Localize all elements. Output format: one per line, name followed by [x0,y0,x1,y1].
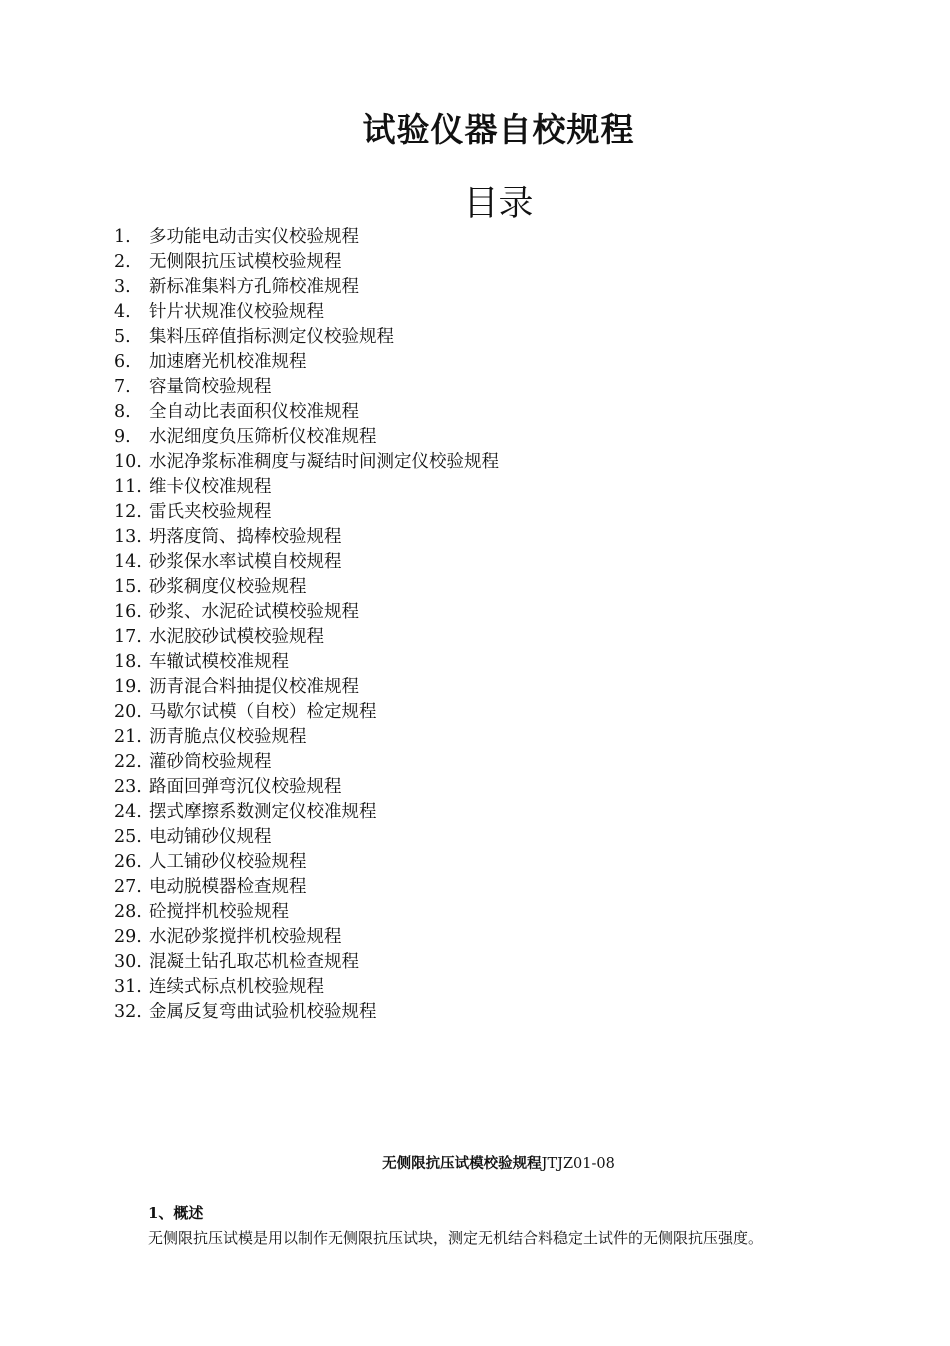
toc-item-number: 15. [114,577,142,597]
toc-item [114,350,499,375]
toc-item-text: 摆式摩擦系数测定仪校准规程 [149,802,377,822]
toc-item-text: 新标准集料方孔筛校准规程 [149,277,359,297]
toc-item-number: 7. [114,377,131,397]
toc-item-text: 雷氏夹校验规程 [149,502,272,522]
section-title [0,1152,950,1173]
toc-item-number: 16. [114,602,142,622]
toc-item-number: 29. [114,927,142,947]
section-code: JTJZ01-08 [541,1156,615,1172]
toc-item-number: 10. [114,452,142,472]
section-title-text: 无侧限抗压试模校验规程 [382,1155,542,1172]
toc-item [114,225,499,250]
toc-item-number: 4. [114,302,131,322]
toc-item-text: 人工铺砂仪校验规程 [149,852,307,872]
toc-item-number: 2. [114,252,131,272]
toc-item [114,425,499,450]
toc-item-number: 27. [114,877,142,897]
toc-item-text: 砂浆、水泥砼试模校验规程 [149,602,359,622]
toc-item-number: 26. [114,852,142,872]
toc-item-number: 31. [114,977,142,997]
toc-item [114,950,499,975]
toc-item-text: 无侧限抗压试模校验规程 [149,252,342,272]
toc-item-number: 17. [114,627,142,647]
toc-item-number: 22. [114,752,142,772]
toc-item [114,775,499,800]
toc-item [114,475,499,500]
toc-item [114,550,499,575]
toc-item-number: 18. [114,652,142,672]
toc-item-text: 连续式标点机校验规程 [149,977,324,997]
toc-item-number: 28. [114,902,142,922]
toc-item-text: 车辙试模校准规程 [149,652,289,672]
toc-item [114,725,499,750]
toc-item-text: 电动铺砂仪规程 [149,827,272,847]
toc-item-number: 24. [114,802,142,822]
toc-item [114,975,499,1000]
toc-item [114,275,499,300]
toc-list [114,225,499,1025]
toc-item [114,400,499,425]
toc-item [114,250,499,275]
toc-item [114,375,499,400]
toc-item [114,625,499,650]
toc-item-text: 加速磨光机校准规程 [149,352,307,372]
toc-item-text: 沥青脆点仪校验规程 [149,727,307,747]
toc-item [114,700,499,725]
toc-item-text: 水泥胶砂试模校验规程 [149,627,324,647]
toc-item-text: 维卡仪校准规程 [149,477,272,497]
toc-heading: 目录 [463,184,534,224]
toc-item-number: 9. [114,427,131,447]
toc-item [114,500,499,525]
toc-item-text: 砼搅拌机校验规程 [149,902,289,922]
toc-item-number: 14. [114,552,142,572]
document-title: 试验仪器自校规程 [362,110,635,149]
toc-item [114,825,499,850]
toc-item [114,875,499,900]
toc-item-number: 25. [114,827,142,847]
toc-item-text: 水泥净浆标准稠度与凝结时间测定仪校验规程 [149,452,499,472]
toc-item-number: 1. [114,227,131,247]
toc-item [114,300,499,325]
toc-item [114,450,499,475]
toc-item-text: 水泥细度负压筛析仪校准规程 [149,427,377,447]
toc-item-number: 11. [114,477,142,497]
toc-item-number: 8. [114,402,131,422]
toc-item [114,525,499,550]
toc-item [114,850,499,875]
toc-item-number: 32. [114,1002,142,1022]
toc-item [114,925,499,950]
toc-item-number: 6. [114,352,131,372]
toc-item-number: 21. [114,727,142,747]
toc-item-number: 19. [114,677,142,697]
section-subheading: 1、概述 [148,1204,204,1222]
toc-item-text: 灌砂筒校验规程 [149,752,272,772]
toc-item-text: 路面回弹弯沉仪校验规程 [149,777,342,797]
toc-item-number: 23. [114,777,142,797]
section-paragraph: 无侧限抗压试模是用以制作无侧限抗压试块，测定无机结合料稳定土试件的无侧限抗压强度。 [148,1229,764,1247]
toc-item-text: 全自动比表面积仪校准规程 [149,402,359,422]
toc-item-text: 集料压碎值指标测定仪校验规程 [149,327,394,347]
toc-item-number: 13. [114,527,142,547]
toc-item [114,650,499,675]
toc-item-text: 容量筒校验规程 [149,377,272,397]
toc-item [114,800,499,825]
toc-item-text: 金属反复弯曲试验机校验规程 [149,1002,377,1022]
toc-item [114,325,499,350]
toc-item-text: 砂浆稠度仪校验规程 [149,577,307,597]
toc-item [114,600,499,625]
toc-item-text: 多功能电动击实仪校验规程 [149,227,359,247]
toc-item-text: 马歇尔试模（自校）检定规程 [149,702,377,722]
toc-item [114,1000,499,1025]
toc-item-number: 30. [114,952,142,972]
toc-item-number: 12. [114,502,142,522]
toc-item [114,900,499,925]
toc-item-text: 混凝土钻孔取芯机检查规程 [149,952,359,972]
toc-item [114,675,499,700]
toc-item [114,750,499,775]
toc-item-text: 水泥砂浆搅拌机校验规程 [149,927,342,947]
toc-item [114,575,499,600]
toc-item-number: 5. [114,327,131,347]
toc-item-text: 砂浆保水率试模自校规程 [149,552,342,572]
toc-item-number: 20. [114,702,142,722]
toc-item-text: 坍落度筒、捣棒校验规程 [149,527,342,547]
toc-item-number: 3. [114,277,131,297]
toc-item-text: 沥青混合料抽提仪校准规程 [149,677,359,697]
toc-item-text: 电动脱模器检查规程 [149,877,307,897]
toc-item-text: 针片状规准仪校验规程 [149,302,324,322]
